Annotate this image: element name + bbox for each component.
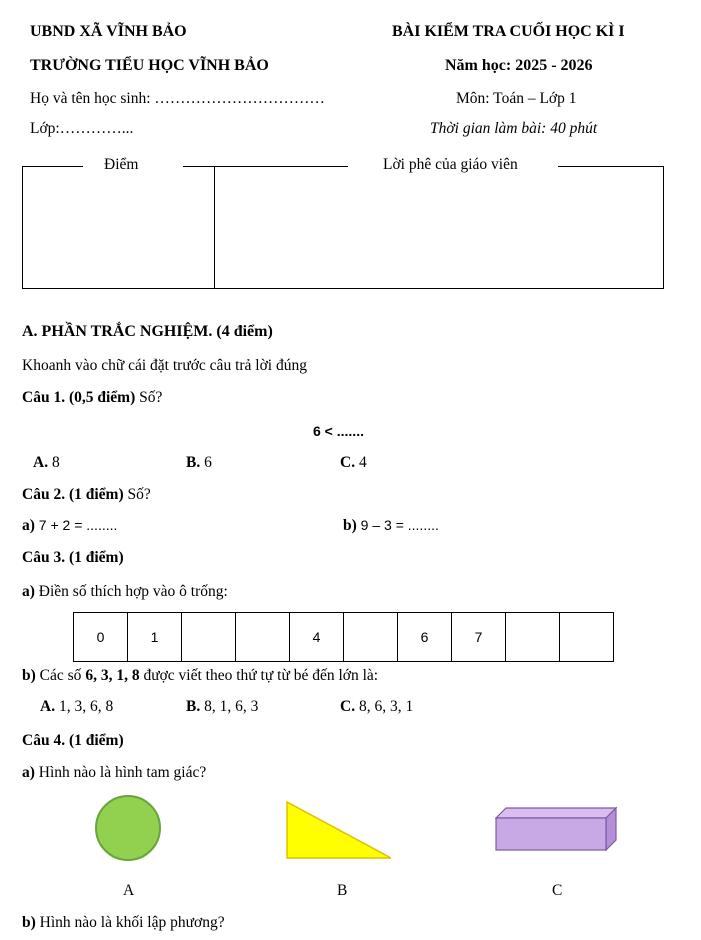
sequence-blank-cell[interactable] bbox=[236, 613, 290, 662]
subject: Môn: Toán – Lớp 1 bbox=[456, 90, 577, 107]
sequence-cell: 1 bbox=[128, 613, 182, 662]
question-1-expression: 6 < ....... bbox=[313, 423, 364, 439]
teacher-comment-label: Lời phê của giáo viên bbox=[383, 156, 518, 173]
sequence-blank-cell[interactable] bbox=[344, 613, 398, 662]
question-1-text: Số? bbox=[139, 389, 163, 406]
score-label: Điểm bbox=[104, 156, 139, 173]
sequence-cell: 4 bbox=[290, 613, 344, 662]
question-2 bbox=[22, 486, 151, 504]
q3-part-a: a) Điền số thích hợp vào ô trống: bbox=[22, 583, 228, 600]
sequence-blank-cell[interactable] bbox=[182, 613, 236, 662]
q1-option-a[interactable]: A. 8 bbox=[33, 454, 60, 471]
section-a-title: A. PHẦN TRẮC NGHIỆM. (4 điểm) bbox=[22, 323, 273, 340]
grade-box bbox=[22, 166, 664, 289]
q3-part-b: b) Các số 6, 3, 1, 8 được viết theo thứ tự từ bé đến lớn là: bbox=[22, 667, 379, 684]
sequence-blank-cell[interactable] bbox=[506, 613, 560, 662]
q3-option-c[interactable]: C. 8, 6, 3, 1 bbox=[340, 698, 414, 715]
triangle-icon bbox=[287, 802, 391, 858]
duration: Thời gian làm bài: 40 phút bbox=[430, 120, 598, 137]
q4-part-b: b) Hình nào là khối lập phương? bbox=[22, 914, 225, 931]
sequence-cell: 6 bbox=[398, 613, 452, 662]
triangle-shape[interactable] bbox=[283, 798, 399, 864]
circle-shape[interactable] bbox=[92, 792, 166, 864]
shape-label-c: C bbox=[552, 882, 563, 899]
sequence-cell: 0 bbox=[74, 613, 128, 662]
q3-option-a[interactable]: A. 1, 3, 6, 8 bbox=[40, 698, 114, 715]
school-name: TRƯỜNG TIỂU HỌC VĨNH BẢO bbox=[30, 57, 269, 74]
class-field[interactable]: Lớp:…………... bbox=[30, 120, 134, 137]
q2-part-b[interactable]: b) 9 – 3 = ........ bbox=[343, 517, 439, 534]
sequence-blank-cell[interactable] bbox=[560, 613, 614, 662]
sequence-cell: 7 bbox=[452, 613, 506, 662]
prism-icon bbox=[496, 818, 606, 850]
q1-option-b[interactable]: B. 6 bbox=[186, 454, 212, 471]
question-1-label: Câu 1. (0,5 điểm) bbox=[22, 389, 136, 406]
section-a-instruction: Khoanh vào chữ cái đặt trước câu trả lời đúng bbox=[22, 357, 307, 374]
question-2-text: Số? bbox=[127, 486, 151, 503]
q2-part-a[interactable]: a) 7 + 2 = ........ bbox=[22, 517, 118, 534]
exam-title: BÀI KIỂM TRA CUỐI HỌC KÌ I bbox=[392, 23, 625, 40]
number-sequence-table bbox=[73, 612, 614, 662]
prism-shape[interactable] bbox=[490, 804, 622, 854]
q1-option-c[interactable]: C. 4 bbox=[340, 454, 367, 471]
grade-box-divider bbox=[214, 167, 215, 288]
question-2-label: Câu 2. (1 điểm) bbox=[22, 486, 124, 503]
question-4-label: Câu 4. (1 điểm) bbox=[22, 732, 124, 749]
question-1 bbox=[22, 389, 162, 407]
shape-label-b: B bbox=[337, 882, 348, 899]
circle-icon bbox=[96, 796, 160, 860]
shape-label-a: A bbox=[123, 882, 135, 899]
school-year: Năm học: 2025 - 2026 bbox=[445, 57, 593, 74]
student-name-field[interactable]: Họ và tên học sinh: …………………………… bbox=[30, 90, 325, 107]
authority-name: UBND XÃ VĨNH BẢO bbox=[30, 23, 187, 40]
q4-part-a: a) Hình nào là hình tam giác? bbox=[22, 764, 207, 781]
question-3-label: Câu 3. (1 điểm) bbox=[22, 549, 124, 566]
q3-option-b[interactable]: B. 8, 1, 6, 3 bbox=[186, 698, 259, 715]
